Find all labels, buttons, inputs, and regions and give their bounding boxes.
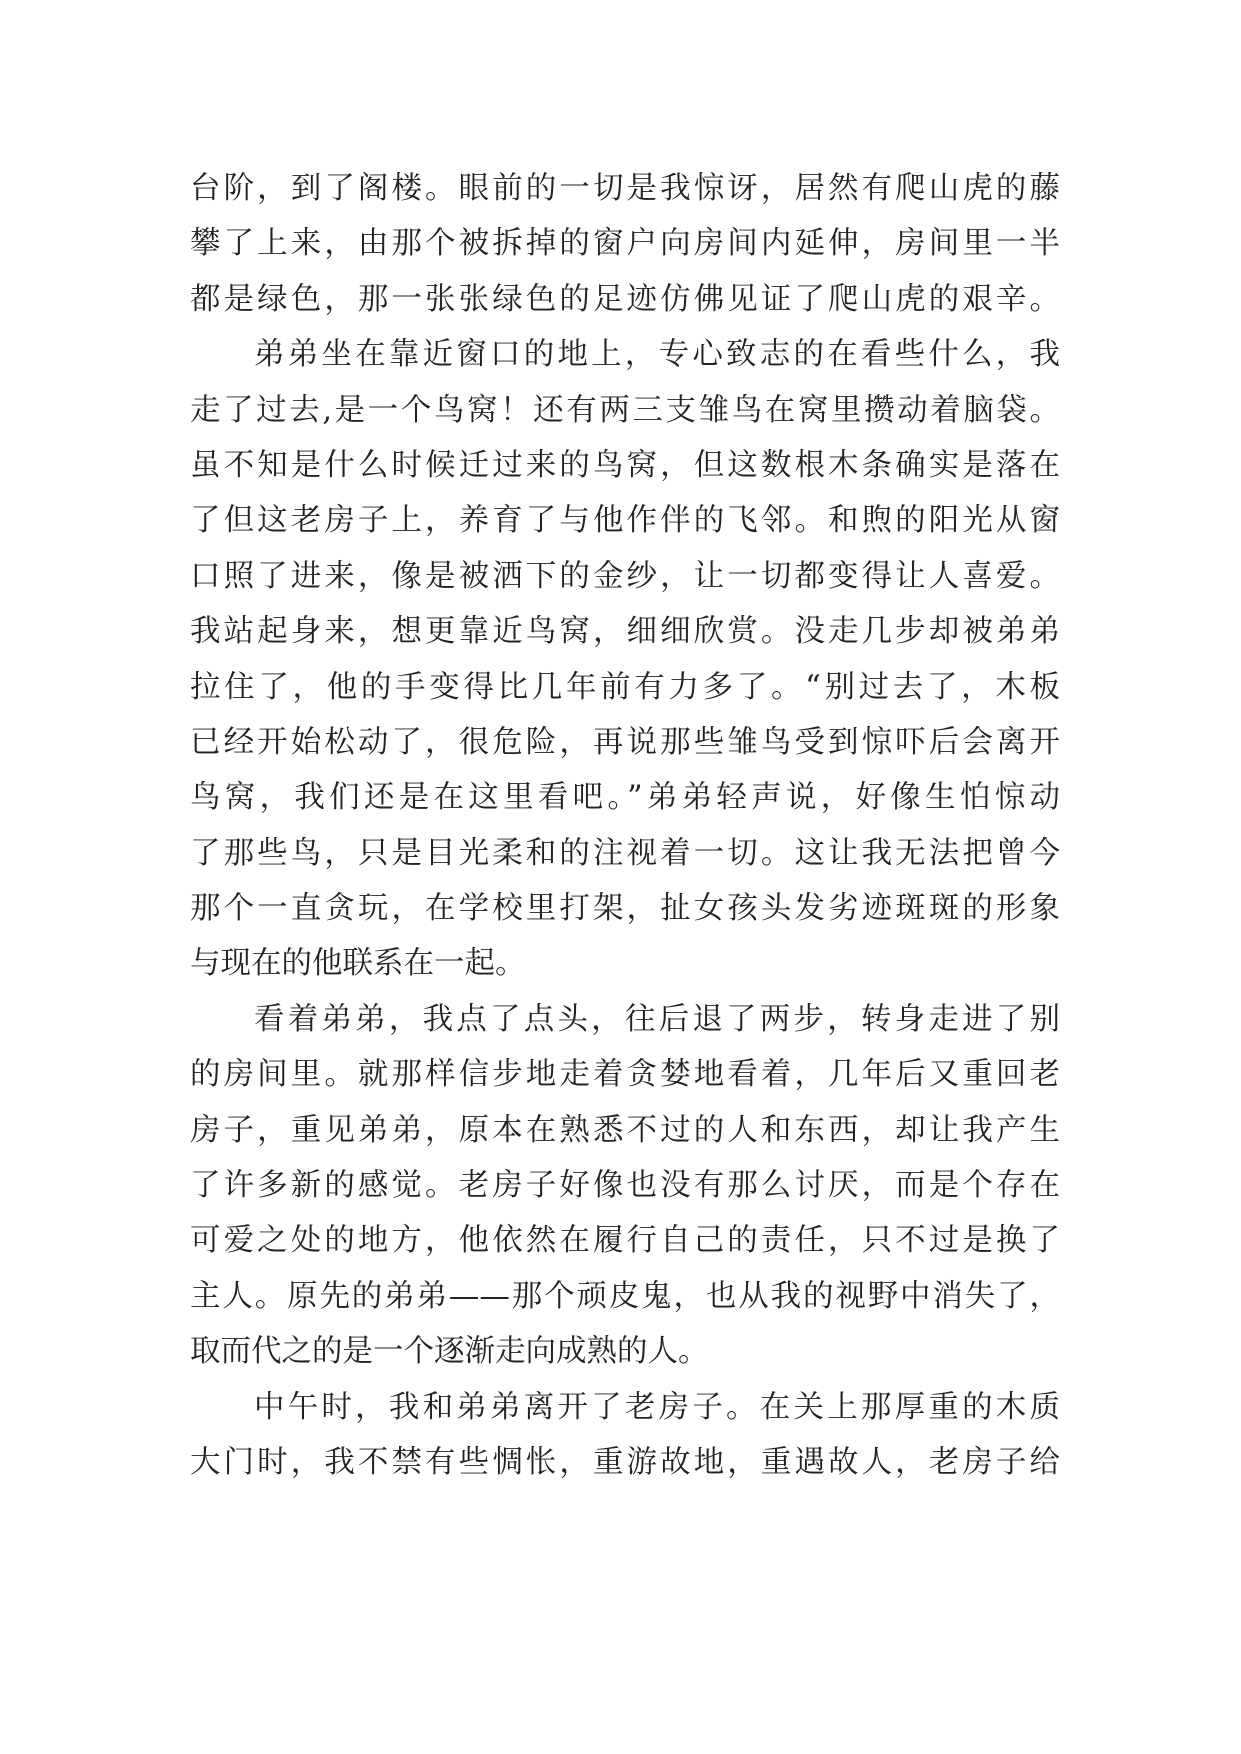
body-text [190, 161, 1060, 1490]
text-line: 大门时，我不禁有些惆怅，重游故地，重遇故人，老房子给 [190, 1444, 1060, 1480]
text-line: 虽不知是什么时候迁过来的鸟窝，但这数根木条确实是落在 [190, 447, 1060, 483]
text-line: 都是绿色，那一张张绿色的足迹仿佛见证了爬山虎的艰辛。 [190, 281, 1060, 317]
text-line: 的房间里。就那样信步地走着贪婪地看着，几年后又重回老 [190, 1057, 1060, 1093]
paragraph-start-line: 弟弟坐在靠近窗口的地上，专心致志的在看些什么，我 [254, 337, 1060, 373]
text-line: 口照了进来，像是被洒下的金纱，让一切都变得让人喜爱。 [190, 558, 1060, 594]
text-line: 那个一直贪玩，在学校里打架，扯女孩头发劣迹斑斑的形象 [190, 891, 1060, 927]
text-line: 走了过去,是一个鸟窝！还有两三支雏鸟在窝里攒动着脑袋。 [190, 392, 1060, 428]
text-line: 房子，重见弟弟，原本在熟悉不过的人和东西，却让我产生 [190, 1112, 1060, 1148]
text-line: 可爱之处的地方，他依然在履行自己的责任，只不过是换了 [190, 1223, 1060, 1259]
text-line: 台阶，到了阁楼。眼前的一切是我惊讶，居然有爬山虎的藤 [190, 171, 1060, 206]
text-line: 了那些鸟，只是目光柔和的注视着一切。这让我无法把曾今 [190, 835, 1060, 871]
text-line: 鸟窝，我们还是在这里看吧。”弟弟轻声说，好像生怕惊动 [190, 780, 1060, 816]
text-line: 我站起身来，想更靠近鸟窝，细细欣赏。没走几步却被弟弟 [190, 614, 1060, 650]
paragraph-start-line: 中午时，我和弟弟离开了老房子。在关上那厚重的木质 [254, 1389, 1060, 1425]
text-line: 已经开始松动了，很危险，再说那些雏鸟受到惊吓后会离开 [190, 724, 1060, 760]
text-line: 了许多新的感觉。老房子好像也没有那么讨厌，而是个存在 [190, 1168, 1060, 1204]
text-line: 了但这老房子上，养育了与他作伴的飞邻。和煦的阳光从窗 [190, 503, 1060, 539]
paragraph-end-line: 取而代之的是一个逐渐走向成熟的人。 [190, 1334, 709, 1370]
text-line: 主人。原先的弟弟——那个顽皮鬼，也从我的视野中消失了， [190, 1278, 1060, 1314]
text-line: 拉住了，他的手变得比几年前有力多了。“别过去了，木板 [190, 669, 1060, 705]
paragraph-end-line: 与现在的他联系在一起。 [190, 946, 526, 982]
paragraph-start-line: 看着弟弟，我点了点头，往后退了两步，转身走进了别 [254, 1001, 1060, 1037]
text-line: 攀了上来，由那个被拆掉的窗户向房间内延伸，房间里一半 [190, 226, 1060, 262]
